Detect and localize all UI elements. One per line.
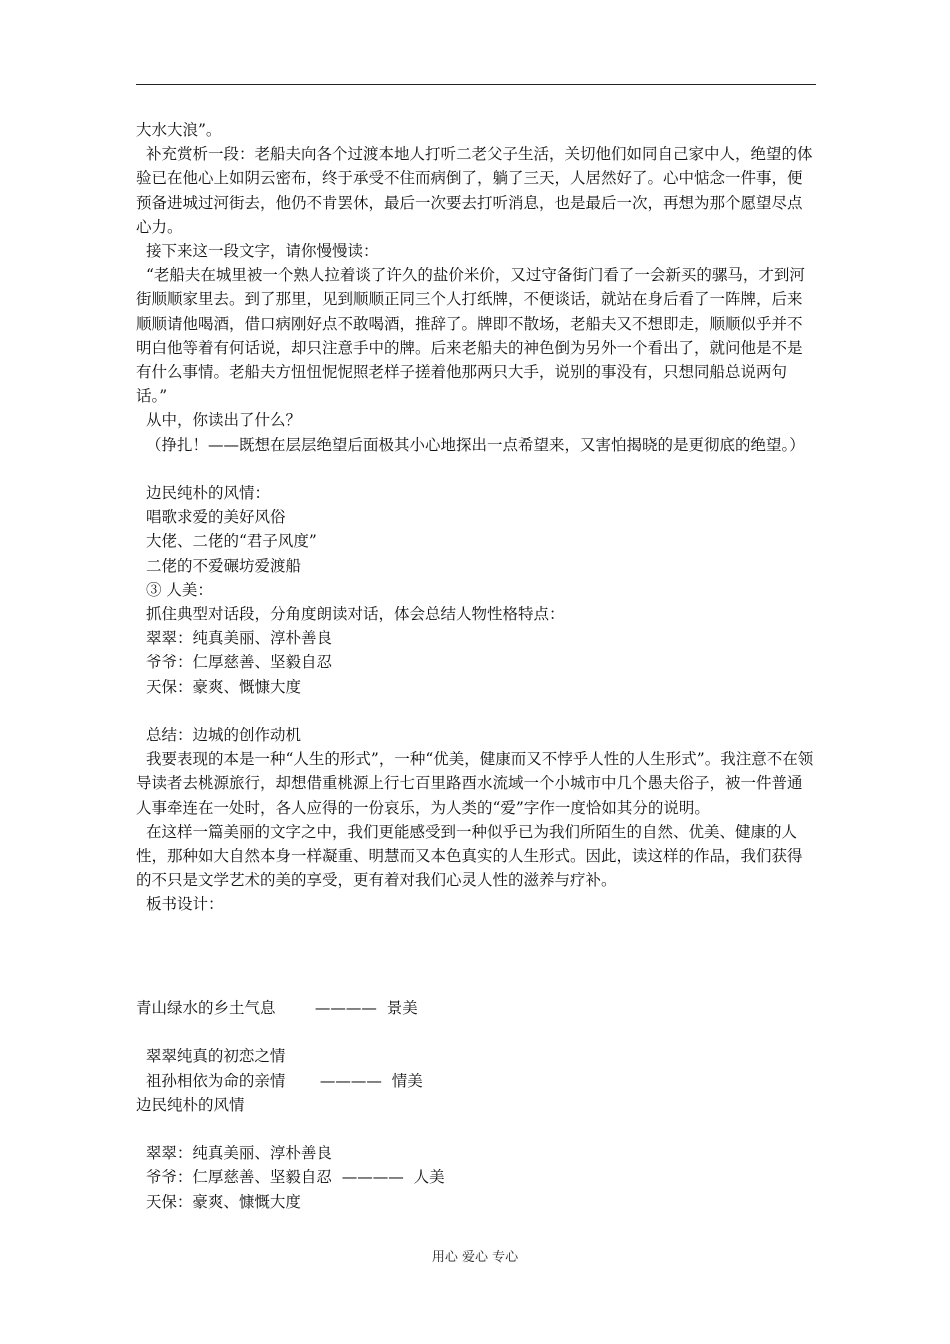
paragraph-gap <box>136 457 816 481</box>
header-rule <box>136 84 816 85</box>
paragraph: 接下来这一段文字，请你慢慢读： <box>146 242 379 261</box>
board-line: 天保：豪爽、慷慨大度 <box>136 1192 301 1211</box>
paragraph: 在这样一篇美丽的文字之中，我们更能感受到一种似乎已为我们所陌生的自然、优美、健康的人性，那种如大自然本身一样凝重、明慧而又本色真实的人生形式。因此，读这样的作品，我们获得的不只是文学艺术的美的享受，更有着对我们心灵人性的滋养与疗补。 <box>136 822 803 890</box>
board-line <box>136 1117 816 1141</box>
paragraph: “老船夫在城里被一个熟人拉着谈了许久的盐价米价，又过守备街门看了一会新买的骡马，才到河街顺顺家里去。到了那里，见到顺顺正同三个人打纸牌，不便谈话，就站在身后看了一阵牌，后来顺顺请他喝酒，借口病刚好点不敢喝酒，推辞了。牌即不散场，老船夫又不想即走，顺顺似乎并不明白他等着有何话说，却只注意手中的牌。后来老船夫的神色倒为另外一个看出了，就问他是不是有什么事情。老船夫方忸忸怩怩照老样子搓着他那两只大手，说别的事没有，只想同船总说两句话。” <box>136 266 805 406</box>
board-line: 青山绿水的乡土气息 ———— 景美 <box>136 999 418 1017</box>
paragraph: 我要表现的本是一种“人生的形式”，一种“优美，健康而又不悖乎人性的人生形式”。我注意不在领导读者去桃源旅行，却想借重桃源上行七百里路酉水流域一个小城市中几个愚夫俗子，被一件普通人事牵连在一处时，各人应得的一份哀乐，为人类的“爱”字作一度恰如其分的说明。 <box>136 750 814 817</box>
board-line: 祖孙相依为命的亲情 ———— 情美 <box>136 1071 423 1090</box>
paragraph: 抓住典型对话段，分角度朗读对话，体会总结人物性格特点： <box>146 605 565 624</box>
paragraph: 爷爷：仁厚慈善、坚毅自忍 <box>146 653 333 672</box>
board-line <box>136 1020 816 1044</box>
page-footer: 用心 爱心 专心 <box>431 1250 519 1265</box>
board-line: 爷爷：仁厚慈善、坚毅自忍 ———— 人美 <box>136 1168 445 1187</box>
paragraph: 唱歌求爱的美好风俗 <box>146 508 286 527</box>
document-body <box>136 118 816 917</box>
board-line: 翠翠纯真的初恋之情 <box>136 1047 286 1066</box>
paragraph: 板书设计： <box>146 895 224 914</box>
paragraph: 补充赏析一段：老船夫向各个过渡本地人打听二老父子生活，关切他们如同自己家中人，绝望的体验已在他心上如阴云密布，终于承受不住而病倒了，躺了三天，人居然好了。心中惦念一件事，便预备进城过河街去，他仍不肯罢休，最后一次要去打听消息，也是最后一次，再想为那个愿望尽点心力。 <box>136 145 813 236</box>
blackboard-design <box>136 996 816 1214</box>
paragraph: 总结：边城的创作动机 <box>146 726 302 745</box>
paragraph: 翠翠：纯真美丽、淳朴善良 <box>146 629 333 648</box>
paragraph: （挣扎！——既想在层层绝望后面极其小心地探出一点希望来，又害怕揭晓的是更彻底的绝望。） <box>146 435 805 454</box>
paragraph: 二佬的不爱碾坊爱渡船 <box>146 556 302 575</box>
paragraph: 从中，你读出了什么？ <box>146 411 302 430</box>
paragraph: ③ 人美： <box>146 580 213 599</box>
paragraph-gap <box>136 699 816 723</box>
paragraph: 边民纯朴的风情： <box>146 484 271 503</box>
board-line: 翠翠：纯真美丽、淳朴善良 <box>136 1144 332 1163</box>
paragraph: 大佬、二佬的“君子风度” <box>146 532 317 551</box>
paragraph: 天保：豪爽、慨慷大度 <box>146 677 302 696</box>
board-line: 边民纯朴的风情 <box>136 1095 245 1114</box>
paragraph: 大水大浪”。 <box>136 121 222 139</box>
